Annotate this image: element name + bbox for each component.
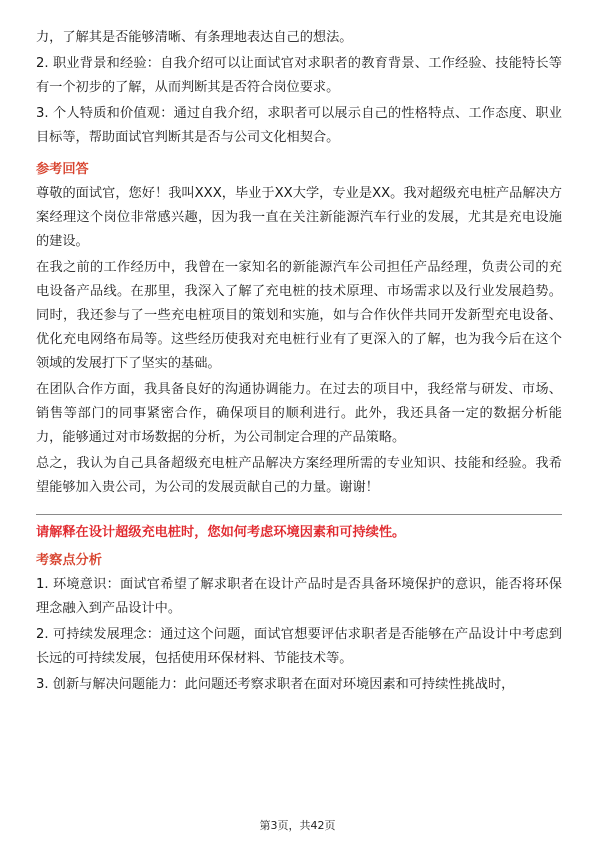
list-item: 1. 环境意识：面试官希望了解求职者在设计产品时是否具备环境保护的意识，能否将环保理念融入到产品设计中。 [36, 577, 562, 616]
page-indicator: 第3页，共42页 [259, 819, 336, 832]
body-text: 力，了解其是否能够清晰、有条理地表达自己的想法。 [36, 30, 353, 45]
section-divider [36, 514, 562, 515]
list-item: 2. 可持续发展理念：通过这个问题，面试官想要评估求职者是否能够在产品设计中考虑到长远的可持续发展，包括使用环保材料、节能技术等。 [36, 627, 562, 666]
answer-paragraph: 尊敬的面试官，您好！我叫XXX，毕业于XX大学，专业是XX。我对超级充电桩产品解决方案经理这个岗位非常感兴趣，因为我一直在关注新能源汽车行业的发展，尤其是充电设施的建设。 [36, 186, 562, 249]
reference-answer-section [36, 158, 562, 500]
section-top [36, 26, 562, 150]
list-item: 3. 个人特质和价值观：通过自我介绍，求职者可以展示自己的性格特点、工作态度、职业目标等，帮助面试官判断其是否与公司文化相契合。 [36, 106, 562, 145]
reference-answer-heading: 参考回答 [36, 162, 89, 177]
list-item: 2. 职业背景和经验：自我介绍可以让面试官对求职者的教育背景、工作经验、技能特长等有一个初步的了解，从而判断其是否符合岗位要求。 [36, 56, 562, 95]
answer-paragraph: 总之，我认为自己具备超级充电桩产品解决方案经理所需的专业知识、技能和经验。我希望能够加入贵公司，为公司的发展贡献自己的力量。谢谢！ [36, 456, 562, 495]
document-page [36, 26, 562, 697]
list-item: 3. 创新与解决问题能力：此问题还考察求职者在面对环境因素和可持续性挑战时， [36, 677, 515, 692]
question-title: 请解释在设计超级充电桩时，您如何考虑环境因素和可持续性。 [36, 525, 406, 540]
answer-paragraph: 在团队合作方面，我具备良好的沟通协调能力。在过去的项目中，我经常与研发、市场、销售等部门的同事紧密合作，确保项目的顺利进行。此外，我还具备一定的数据分析能力，能够通过对市场数据的分析，为公司制定合理的产品策略。 [36, 382, 562, 445]
answer-paragraph: 在我之前的工作经历中，我曾在一家知名的新能源汽车公司担任产品经理，负责公司的充电设备产品线。在那里，我深入了解了充电桩的技术原理、市场需求以及行业发展趋势。同时，我还参与了一些充电桩项目的策划和实施，如与合作伙伴共同开发新型充电设备、优化充电网络布局等。这些经历使我对充电桩行业有了更深入的了解，也为我今后在这个领域的发展打下了坚实的基础。 [36, 260, 562, 371]
analysis-heading: 考察点分析 [36, 553, 102, 568]
next-question-section [36, 521, 562, 697]
